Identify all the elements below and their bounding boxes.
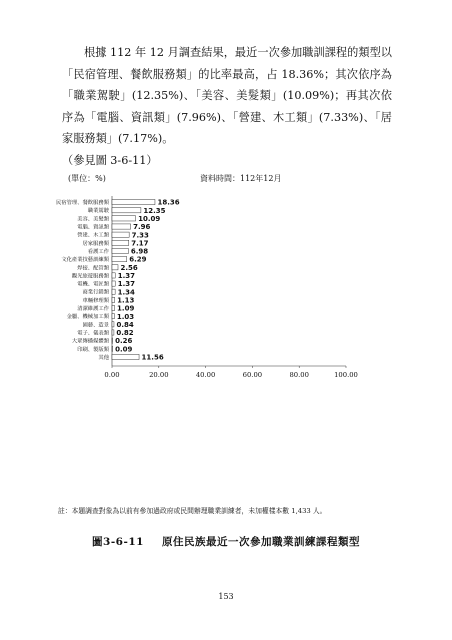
category-label: 商業行銷類 (82, 289, 109, 296)
figure-number: 圖3-6-11 (92, 536, 144, 548)
value-label: 11.56 (141, 353, 164, 362)
figure-title: 原住民族最近一次參加職業訓練課程類型 (161, 536, 360, 548)
category-label: 美容、美髮類 (77, 216, 109, 223)
bar (112, 199, 155, 204)
value-label: 2.56 (120, 263, 138, 272)
category-label: 園藝、造景 (82, 322, 109, 329)
category-label: 清潔維護工作 (77, 306, 109, 313)
category-label: 金屬、機械加工類 (66, 314, 109, 321)
value-label: 7.17 (131, 239, 149, 248)
bar (112, 281, 115, 286)
chart-note: 註：本題調查對象為以前有參加過政府或民間辦理職業訓練者，未加權樣本數 1,433 人。 (58, 507, 327, 515)
x-tick-label: 60.00 (242, 371, 263, 379)
bar (112, 240, 129, 245)
value-label: 18.36 (157, 198, 180, 207)
value-label: 1.13 (117, 296, 135, 305)
category-label: 居家服務類 (82, 240, 109, 247)
category-label: 文化產業技藝訓練類 (61, 257, 109, 264)
bar (112, 224, 131, 229)
bar (112, 273, 115, 278)
value-label: 1.34 (117, 288, 135, 297)
value-label: 1.03 (116, 312, 135, 321)
bar (112, 232, 129, 237)
body-paragraph (62, 42, 392, 171)
value-label: 1.09 (117, 304, 135, 313)
value-label: 12.35 (143, 206, 166, 215)
category-label: 看護工作 (87, 248, 109, 255)
category-label: 印刷、製版類 (77, 346, 109, 353)
bar (112, 208, 141, 213)
value-label: 7.33 (131, 231, 149, 240)
chart-date-label: 資料時間：112年12月 (200, 174, 282, 183)
figure-reference: （參見圖 3-6-11） (62, 153, 158, 167)
bar (112, 354, 139, 359)
horizontal-bar-chart (40, 192, 360, 402)
bar (112, 265, 118, 270)
category-label: 觀光旅遊服務類 (71, 273, 109, 280)
category-label: 民宿管理、餐飲服務類 (56, 200, 109, 207)
value-label: 0.09 (115, 345, 133, 354)
category-label: 電腦、資訊類 (77, 224, 109, 231)
x-tick-label: 20.00 (149, 371, 169, 379)
bar (112, 297, 115, 302)
category-label: 電子、儀表類 (77, 330, 109, 337)
x-tick-label: 80.00 (289, 371, 309, 379)
bar (112, 257, 127, 262)
category-label: 其他 (98, 354, 109, 361)
category-label: 車輛修理類 (82, 297, 109, 304)
bar (112, 289, 115, 294)
category-label: 職業駕駛 (87, 208, 109, 215)
value-label: 6.29 (129, 255, 147, 264)
x-tick-label: 100.00 (334, 371, 358, 379)
value-label: 0.82 (116, 329, 134, 338)
bar (112, 248, 128, 253)
category-label: 焊接、配管類 (77, 265, 109, 272)
bar (112, 216, 136, 221)
category-label: 電機、電匠類 (77, 281, 109, 288)
value-label: 0.26 (115, 337, 133, 346)
x-tick-label: 40.00 (195, 371, 216, 379)
value-label: 0.84 (116, 320, 134, 329)
figure-caption (0, 534, 452, 549)
bar (112, 314, 114, 319)
category-label: 大眾傳播媒體類 (71, 338, 109, 345)
bar (112, 338, 113, 343)
bar (112, 305, 115, 310)
bar (112, 330, 114, 335)
page-number: 153 (218, 592, 234, 601)
value-label: 10.09 (138, 214, 161, 223)
category-label: 營建、木工類 (77, 232, 109, 239)
chart-unit-label: (單位：%) (68, 174, 106, 183)
value-label: 7.96 (133, 223, 151, 232)
bar (112, 322, 114, 327)
bar (112, 346, 113, 351)
value-label: 1.37 (117, 272, 135, 281)
value-label: 1.37 (117, 280, 135, 289)
value-label: 6.98 (130, 247, 149, 256)
x-tick-label: 0.00 (104, 371, 120, 379)
paragraph-text: 根據 112 年 12 月調查結果，最近一次參加職訓課程的類型以「民宿管理、餐飲服務類」的比率最高，占 18.36%；其次依序為「職業駕駛」(12.35%)、「美容、美髮類」(10.09%)；再其次依序為「電腦、資訊類」(7.96%)、「營建、木工類」(7.33%)、「居家服務類」(7.17%)。 (62, 46, 392, 145)
